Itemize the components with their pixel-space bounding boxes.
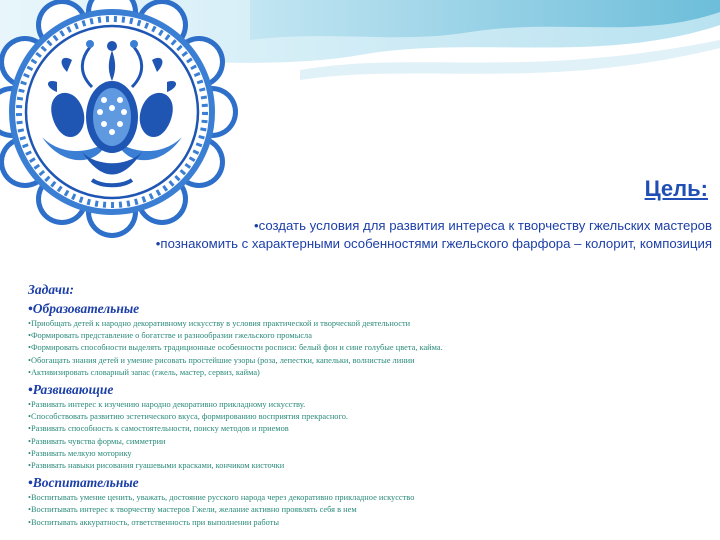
bullet-icon: • — [254, 218, 259, 233]
task-item: •Воспитывать умение ценить, уважать, достояние русского народа через декоративно прикладное искусство — [28, 493, 415, 503]
task-item: •Формировать способности выделять традиционные особенности росписи: белый фон и сине голубые цвета, кайма. — [28, 343, 443, 353]
goal-title: Цель: — [644, 176, 708, 201]
task-item: •Обогащать знания детей и умение рисовать простейшие узоры (роза, лепестки, капельки, волнистые линии — [28, 355, 415, 365]
goal-list — [156, 217, 712, 253]
task-item: •Активизировать словарный запас (гжель, мастер, сервиз, кайма) — [28, 367, 260, 377]
goal-item — [156, 235, 712, 253]
task-item: •Развивать навыки рисования гуашевыми красками, кончиком кисточки — [28, 461, 285, 471]
tasks-title: Задачи: — [28, 282, 74, 297]
section-title-developing: •Развивающие — [28, 382, 114, 398]
task-item: •Приобщать детей к народно декоративному искусству в условия практической и творческой деятельности — [28, 319, 411, 328]
goal-item-text: создать условия для развития интереса к творчеству гжельских мастеров — [258, 218, 712, 233]
task-item: •Развивать интерес к изучению народно декоративно прикладному искусству. — [28, 400, 306, 410]
task-item: •Развивать способность к самостоятельности, поиску методов и приемов — [28, 424, 289, 434]
task-item: •Способствовать развитию эстетического вкуса, формированию восприятия прекрасного. — [28, 412, 348, 422]
task-item: •Развивать мелкую моторику — [28, 448, 132, 458]
tasks-block — [28, 282, 708, 529]
gzhel-plate-icon — [0, 0, 240, 240]
task-item: •Формировать представление о богатстве и разнообразии гжельского промысла — [28, 331, 312, 341]
goal-item — [156, 217, 712, 235]
task-item: •Развивать чувства формы, симметрии — [28, 436, 166, 446]
section-title-educational: •Образовательные — [28, 301, 140, 316]
bullet-icon: • — [155, 236, 161, 251]
task-item: •Воспитывать аккуратность, ответственность при выполнении работы — [28, 517, 279, 527]
section-title-upbringing: •Воспитательные — [28, 475, 139, 491]
task-item: •Воспитывать интерес к творчеству мастеров Гжели, желание активно проявлять себя в нем — [28, 505, 357, 515]
goal-item-text: познакомить с характерными особенностями гжельского фарфора – колорит, композиция — [160, 236, 712, 251]
